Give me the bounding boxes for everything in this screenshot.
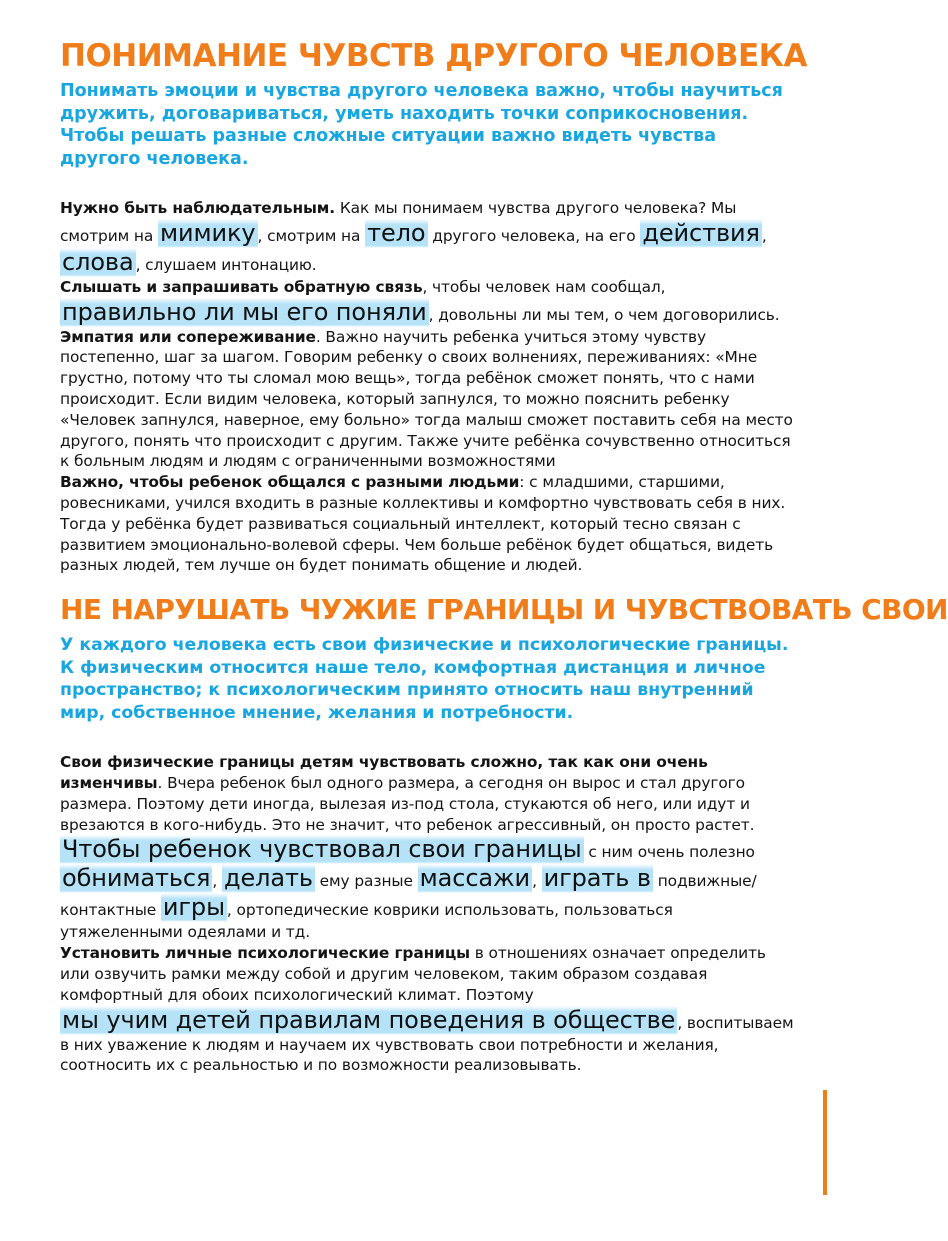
s1-p1-text: Как мы понимаем чувства другого человека? Мы смотрим на [60,199,737,245]
section2-lead: У каждого человека есть свои физические и психологические границы. К физическим относится наше тело, комфортная дистанция и личное пространство; к психологическим принято относить наш внутренний мир, собственное мнение, желания и потребности. [60,635,789,723]
page-edge-tab [823,1090,827,1195]
highlight-actions: действия [642,218,760,247]
s1-p1-text: , смотрим на [257,226,366,245]
highlight-do: делать [223,864,313,893]
section1-lead: Понимать эмоции и чувства другого человека важно, чтобы научиться дружить, договариваться, уметь находить точки соприкосновения. Чтобы решать разные сложные ситуации важно видеть чувства другого человека. [60,81,783,169]
s2-p1-bold: Свои физические границы детям чувствовать сложно, так как они очень изменчивы [60,753,708,792]
section1-title: ПОНИМАНИЕ ЧУВСТВ ДРУГОГО ЧЕЛОВЕКА [60,38,807,74]
s2-paragraph-physical [60,752,795,943]
s2-p2-text: в отношениях означает определить или озвучить рамки между собой и другим человеком, таким образом создавая комфортный для обоих психологический климат. Поэтому [60,944,766,1004]
highlight-play: играть в [543,864,651,893]
s2-p1-text: . Вчера ребенок был одного размера, а сегодня он вырос и стал другого размера. Поэтому дети иногда, вылезая из-под стола, стукаются об него, или идут и врезаются в кого-нибудь. Это не значит, что ребенок агрессивный, он просто растет. [60,773,755,834]
s2-p2-bold: Установить личные психологические границы [60,944,470,963]
s1-p1-text: , [761,226,767,245]
s1-p4-text: : с младшими, старшими, ровесниками, учился входить в разные коллективы и комфортно чувствовать себя в них. Тогда у ребёнка будет развиваться социальный интеллект, который тесно связан с развитием эмоционально-волевой сферы. Чем больше ребёнок будет общаться, видеть разных людей, тем лучше он будет понимать общение и людей. [60,473,786,575]
s1-paragraph-observe [60,198,795,277]
s1-p2-text: , довольны ли мы тем, о чем договорились. [428,305,780,324]
page-content [60,34,948,1076]
highlight-massages: массажи [419,864,531,893]
s2-p1-text: , [212,872,222,891]
s1-paragraph-empathy [60,327,795,473]
s1-p2-text: , чтобы человек нам сообщал, [422,277,666,296]
s1-paragraph-communication [60,472,795,576]
s2-p1-text: с ним очень полезно [583,843,755,862]
s1-p4-bold: Важно, чтобы ребенок общался с разными людьми [60,473,520,492]
s2-p2-text: , воспитываем в них уважение к людям и научаем их чувствовать свои потребности и желания, соотносить их с реальностью и по возможности реализовывать. [60,1013,794,1075]
highlight-rules: мы учим детей правилам поведения в обществе [62,1005,676,1034]
s1-p1-bold: Нужно быть наблюдательным. [60,199,336,217]
highlight-body: тело [367,218,426,247]
s2-p1-text: , [532,872,542,891]
highlight-feel-borders: Чтобы ребенок чувствовал свои границы [62,835,582,864]
s1-p1-text: другого человека, на его [427,226,641,245]
s1-p2-bold: Слышать и запрашивать обратную связь [60,277,423,296]
s2-p1-text: , ортопедические коврики использовать, пользоваться утяжеленными одеялами и тд. [60,901,673,942]
s1-p3-text: . Важно научить ребенка учиться этому чувству постепенно, шаг за шагом. Говорим ребенку о своих волнениях, переживаниях: «Мне грустно, потому что ты сломал мою вещь», тогда ребёнок сможет понять, что с нами происходит. Если видим человека, который запнулся, то можно пояснить ребенку «Человек запнулся, наверное, ему больно» тогда малыш сможет поставить себя на место другого, понять что происходит с другим. Также учите ребёнка сочувственно относиться к больным людям и людям с ограниченными возможностями [60,327,793,471]
highlight-mimic: мимику [160,218,256,247]
highlight-words: слова [62,247,134,276]
highlight-games: игры [162,893,225,922]
highlight-understood: правильно ли мы его поняли [62,297,427,326]
s1-paragraph-feedback [60,277,795,327]
s2-p1-text: подвижные/контактные [60,872,757,920]
s2-paragraph-psychological [60,943,795,1076]
s2-p1-text: ему разные [314,872,418,891]
s1-p1-text: , слушаем интонацию. [135,255,317,274]
highlight-hug: обниматься [62,864,211,893]
s1-p3-bold: Эмпатия или сопереживание [60,327,316,346]
section2-title: НЕ НАРУШАТЬ ЧУЖИЕ ГРАНИЦЫ И ЧУВСТВОВАТЬ СВОИ [60,593,948,627]
